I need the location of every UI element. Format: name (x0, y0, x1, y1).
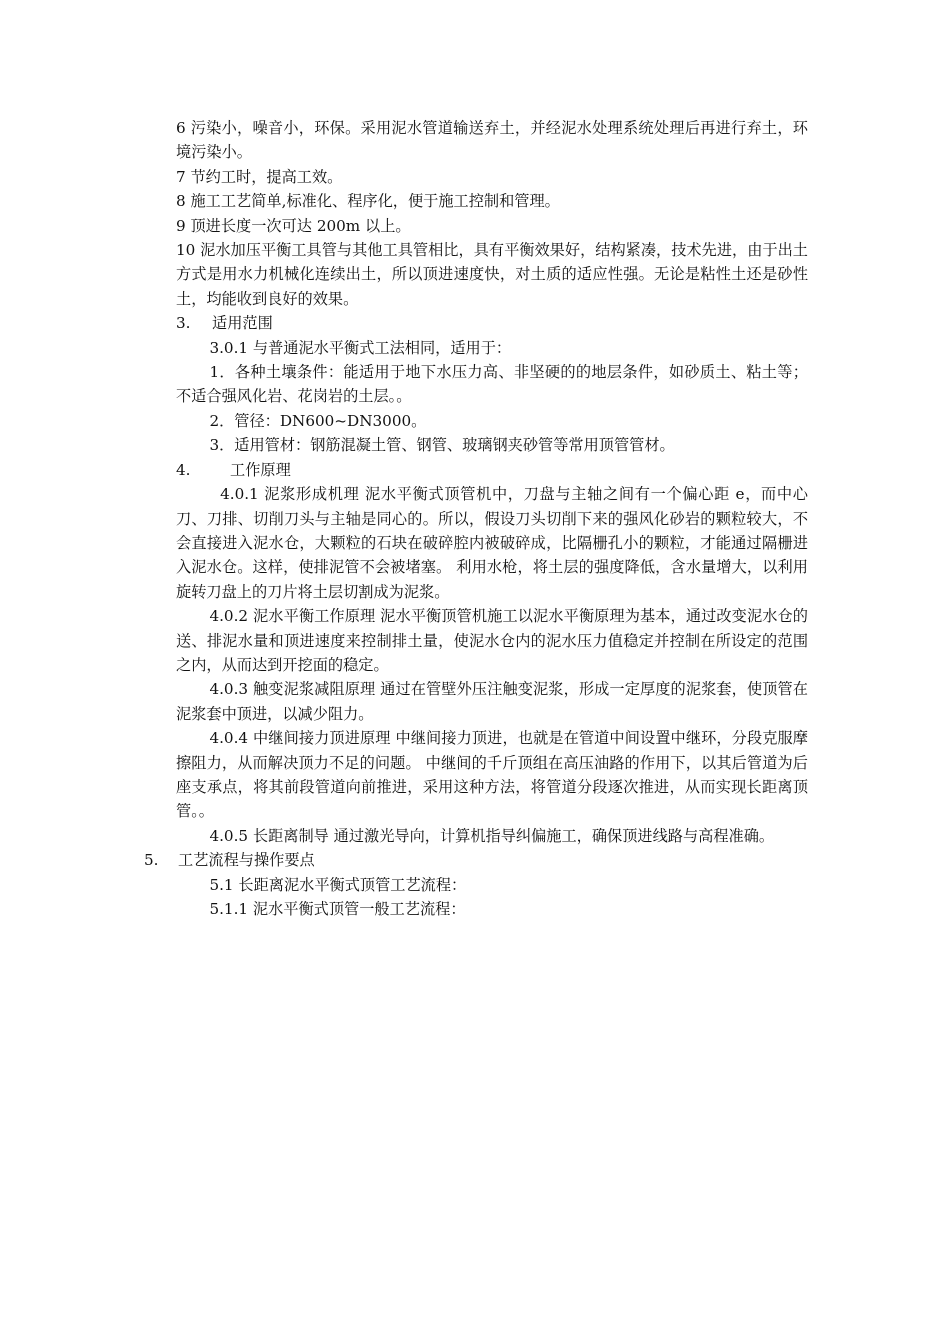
section-5-sub-2: 5.1.1 泥水平衡式顶管一般工艺流程： (209, 900, 466, 918)
section-4-paragraph-1: 4.0.1 泥浆形成机理 泥水平衡式顶管机中，刀盘与主轴之间有一个偏心距 e，而中心刀、刀排、切削刀头与主轴是同心的。所以，假设刀头切削下来的强风化砂岩的颗粒较大，不会直接进入泥水仓，大颗粒的石块在破碎腔内被破碎成，比隔栅孔小的颗粒，才能通过隔栅进入泥水仓。这样，使排泥管不会被堵塞。 利用水枪，将土层的强度降低，含水量增大，以利用旋转刀盘上的刀片将土层切割成为泥浆。 (176, 485, 808, 601)
section-4-heading (176, 458, 808, 482)
advantage-item-10: 10 泥水加压平衡工具管与其他工具管相比，具有平衡效果好，结构紧凑，技术先进，由于出土方式是用水力机械化连续出土，所以顶进速度快，对土质的适应性强。无论是粘性土还是砂性土，均能收到良好的效果。 (176, 241, 808, 308)
section-3-heading (176, 311, 808, 335)
section-4-title: 工作原理 (230, 460, 291, 479)
advantage-item-8: 8 施工工艺简单,标准化、程序化，便于施工控制和管理。 (176, 192, 560, 211)
section-4-paragraph-4: 4.0.4 中继间接力顶进原理 中继间接力顶进，也就是在管道中间设置中继环，分段克服摩擦阻力，从而解决顶力不足的问题。 中继间的千斤顶组在高压油路的作用下，以其后管道为后座支承点，将其前段管道向前推进，采用这种方法，将管道分段逐次推进，从而实现长距离顶管。。 (176, 729, 808, 821)
section-3-point-2: 2．管径：DN600~DN3000。 (209, 411, 427, 430)
section-4-paragraph-5: 4.0.5 长距离制导 通过激光导向，计算机指导纠偏施工，确保顶进线路与高程准确。 (209, 826, 775, 845)
section-3-point-1: 1．各种土壤条件：能适用于地下水压力高、非坚硬的的地层条件，如砂质土、粘土等；不适合强风化岩、花岗岩的土层。。 (176, 363, 808, 406)
section-3-point-3: 3．适用管材：钢筋混凝土管、钢管、玻璃钢夹砂管等常用顶管管材。 (209, 436, 675, 455)
advantage-item-7: 7 节约工时，提高工效。 (176, 167, 343, 186)
section-3-number: 3. (176, 314, 191, 333)
section-4-paragraph-3: 4.0.3 触变泥浆减阻原理 通过在管壁外压注触变泥浆，形成一定厚度的泥浆套，使顶管在泥浆套中顶进，以减少阻力。 (176, 680, 808, 723)
section-4-number: 4. (176, 460, 191, 479)
advantage-item-6: 6 污染小，噪音小，环保。采用泥水管道输送弃土，并经泥水处理系统处理后再进行弃土，环境污染小。 (176, 119, 808, 162)
section-3-intro: 3.0.1 与普通泥水平衡式工法相同，适用于： (209, 338, 512, 357)
section-5-number: 5. (144, 851, 159, 870)
body-text (144, 116, 808, 921)
section-5-title: 工艺流程与操作要点 (178, 851, 315, 870)
section-4-paragraph-2: 4.0.2 泥水平衡工作原理 泥水平衡顶管机施工以泥水平衡原理为基本，通过改变泥水仓的送、排泥水量和顶进速度来控制排土量，使泥水仓内的泥水压力值稳定并控制在所设定的范围之内，从而达到开挖面的稳定。 (176, 607, 808, 674)
section-5-heading (144, 848, 808, 872)
section-3-title: 适用范围 (212, 314, 273, 333)
section-5-sub-1: 5.1 长距离泥水平衡式顶管工艺流程： (209, 875, 467, 894)
advantage-item-9: 9 顶进长度一次可达 200m 以上。 (176, 216, 411, 235)
